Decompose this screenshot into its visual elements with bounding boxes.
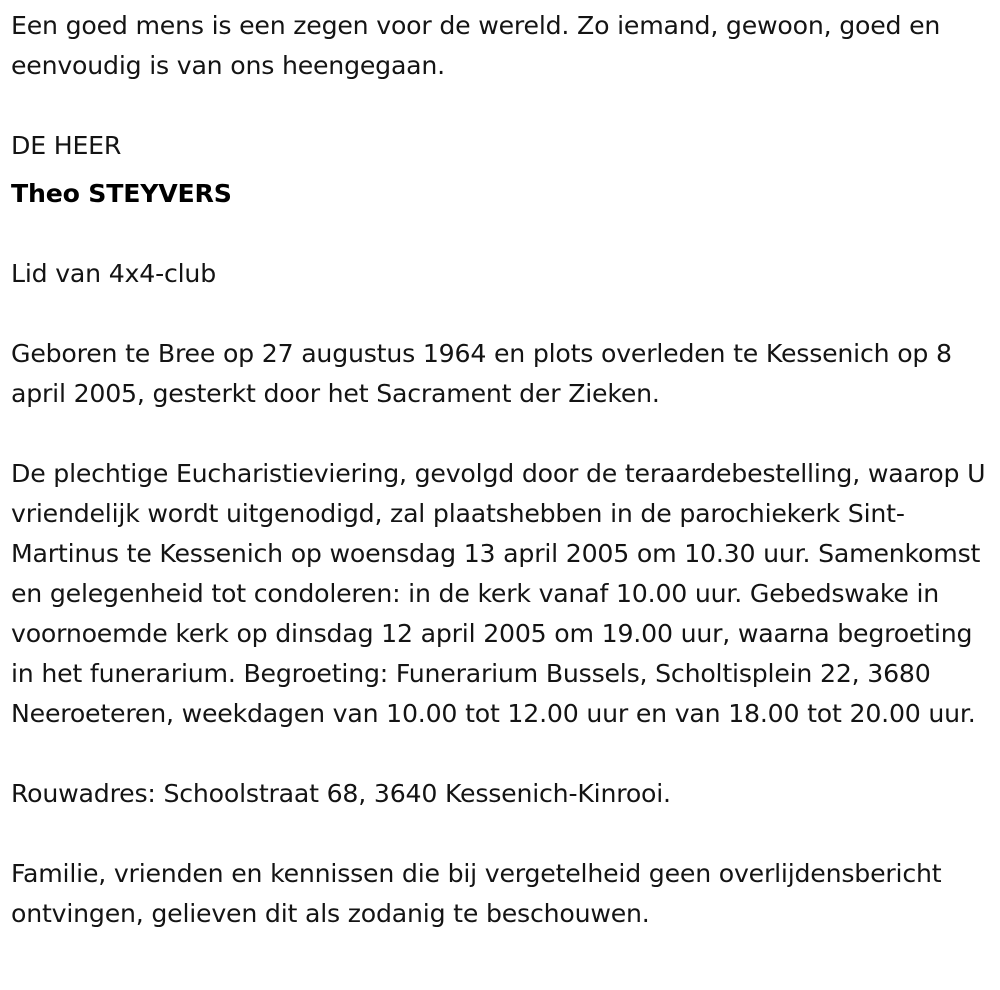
ceremony-text: De plechtige Eucharistieviering, gevolgd door de teraardebestelling, waarop U vriendelijk wordt uitgenodigd, zal plaatshebben in de parochiekerk Sint-Martinus te Kessenich op woensdag 13 april 2005 om 10.30 uur. Samenkomst en gelegenheid tot condoleren: in de kerk vanaf 10.00 uur. Gebedswake in voornoemde kerk op dinsdag 12 april 2005 om 19.00 uur, waarna begroeting in het funerarium. Begroeting: Funerarium Bussels, Scholtisplein 22, 3680 Neeroeteren, weekdagen van 10.00 tot 12.00 uur en van 18.00 tot 20.00 uur.: [11, 459, 986, 728]
closing-text: Familie, vrienden en kennissen die bij vergetelheid geen overlijdensbericht ontvingen, gelieven dit als zodanig te beschouwen.: [11, 859, 942, 928]
title-text: DE HEER: [11, 131, 122, 160]
opening-text: Een goed mens is een zegen voor de wereld. Zo iemand, gewoon, goed en eenvoudig is van ons heengegaan.: [11, 11, 941, 80]
membership-text: Lid van 4x4-club: [11, 259, 216, 288]
deceased-name: Theo STEYVERS: [11, 179, 232, 208]
death-notice: [11, 6, 993, 934]
birth-death-text: Geboren te Bree op 27 augustus 1964 en plots overleden te Kessenich op 8 april 2005, gesterkt door het Sacrament der Zieken.: [11, 339, 952, 408]
address-text: Rouwadres: Schoolstraat 68, 3640 Kessenich-Kinrooi.: [11, 779, 671, 808]
